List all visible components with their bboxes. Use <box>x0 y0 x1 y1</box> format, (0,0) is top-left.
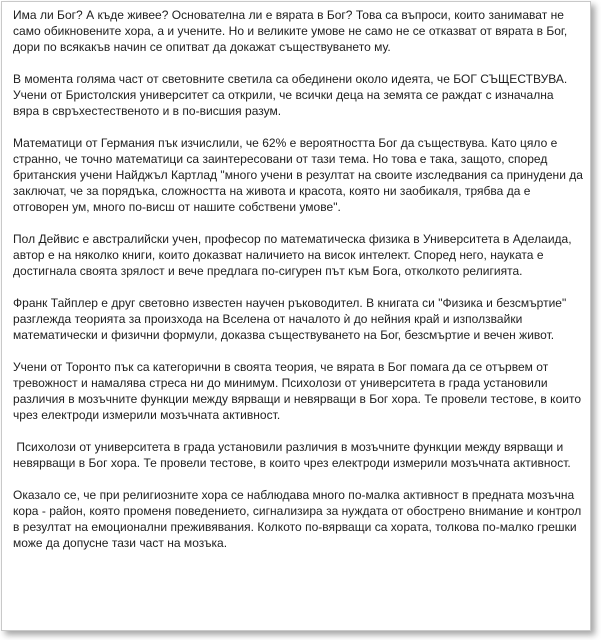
paragraph-conclusion: Оказало се, че при религиозните хора се наблюдава много по-малка активност в предната мозъчна кора - район, която променя поведението, сигнализира за нуждата от обострено внимание и контрол в резултат на емоционални преживявания. Колкото по-вярващи са хората, толкова по-малко грешки може да допусне тази част на мозъка. <box>13 488 582 550</box>
article-frame <box>1 1 591 631</box>
paragraph-toronto: Учени от Торонто пък са категорични в своята теория, че вярата в Бог помага да се отървем от тревожност и намалява стреса ни до минимум. Психолози от университета в града установили различия в мозъчните функции между вярващи и невярващи в Бог хора. Те провели тестове, в които чрез електроди измерили мозъчната активност. <box>13 360 582 422</box>
paragraph-intro: Има ли Бог? А къде живее? Основателна ли е вярата в Бог? Това са въпроси, които занимават не само обикновените хора, а и учените. Но и великите умове не само не се отказват от вярата в Бог, дори по всякакъв начин се опитват да докажат съществуването му. <box>13 8 568 54</box>
article-body <box>13 7 583 551</box>
paragraph-germany-math: Математици от Германия пък изчислили, че 62% е вероятността Бог да съществува. Като цяло е странно, че точно математици са заинтересовани от тази тема. Но това е така, защото, според британския учени Найджъл Картлад "много учени в резултат на своите изследвания са принудени да заключат, че за порядъка, сложността на живота и красота, която ни заобикаля, трябва да е отговорен ум, много по-висш от нашите собствени умове". <box>13 136 583 214</box>
paragraph-bristol: В момента голяма част от световните светила са обединени около идеята, че БОГ СЪЩЕСТВУВА. Учени от Бристолския университет са открили, че всички деца на земята се раждат с изначална вяра в свръхестественото и в по-висшия разум. <box>13 72 568 118</box>
paragraph-paul-davies: Пол Дейвис е австралийски учен, професор по математическа физика в Университета в Аделаида, автор е на няколко книги, които доказват наличието на висок интелект. Според него, науката е достигнала своята зрялост и вече предлага по-сигурен път към Бога, отколкото религията. <box>13 232 572 278</box>
paragraph-frank-tipler: Франк Тайплер е друг световно известен научен ръководител. В книгата си "Физика и безсмъртие" разглежда теорията за произхода на Вселена от началото ѝ до нейния край и използвайки математически и физични формули, доказва съществуването на Бог, безсмъртие и вечен живот. <box>13 296 567 342</box>
paragraph-psychologists: Психолози от университета в града установили различия в мозъчните функции между вярващи и невярващи в Бог хора. Те провели тестове, в които чрез електроди измерили мозъчната активност. <box>13 440 571 470</box>
